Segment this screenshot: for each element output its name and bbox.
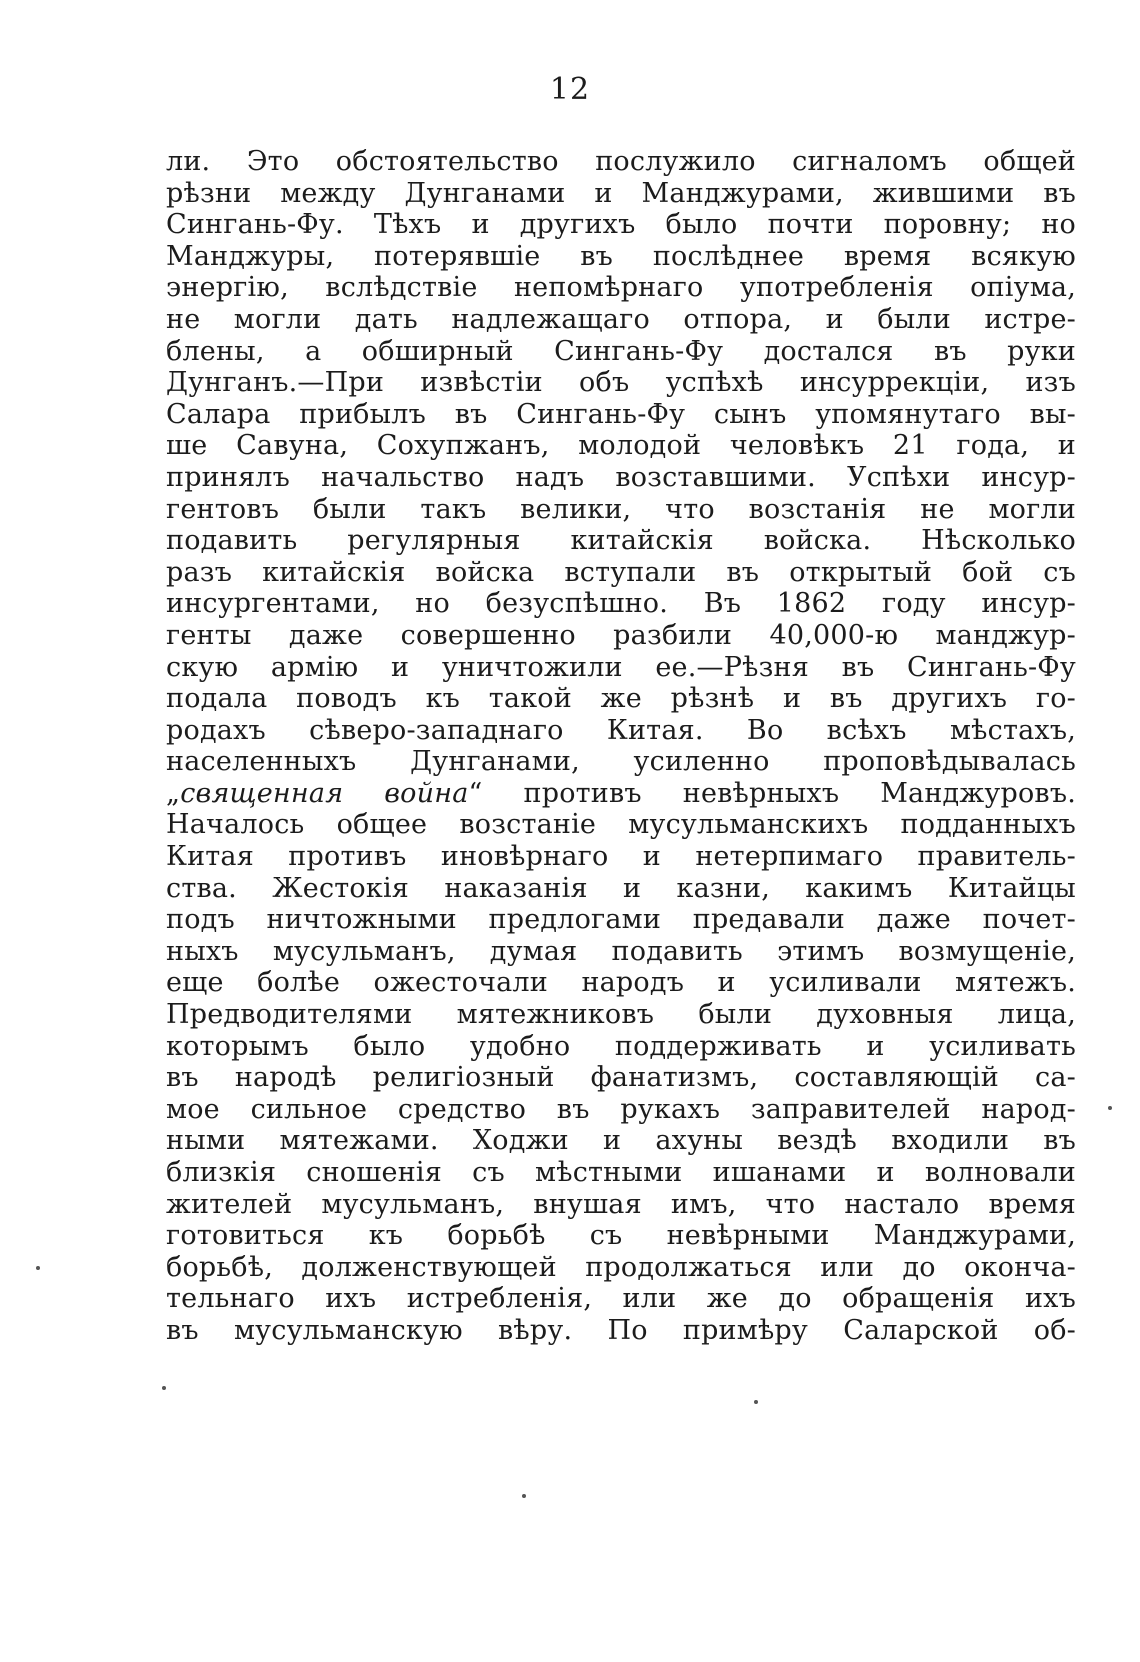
text-line: подъ ничтожными предлогами предавали даже почет- — [166, 904, 1076, 936]
text-line: подавить регулярныя китайскія войска. Нѣсколько — [166, 525, 1076, 557]
emphasized-phrase: священная война — [180, 777, 469, 809]
text-line: ства. Жестокія наказанія и казни, какимъ Китайцы — [166, 872, 1076, 904]
text-line: готовиться къ борьбѣ съ невѣрными Манджурами, — [166, 1220, 1076, 1252]
text-line: ныхъ мусульманъ, думая подавить этимъ возмущеніе, — [166, 935, 1076, 967]
text-line: родахъ сѣверо-западнаго Китая. Во всѣхъ мѣстахъ, — [166, 714, 1076, 746]
text-line: жителей мусульманъ, внушая имъ, что настало время — [166, 1188, 1076, 1220]
scan-speck — [1108, 1106, 1112, 1110]
text-line: скую армію и уничтожили ее.—Рѣзня въ Сингань-Фу — [166, 651, 1076, 683]
text-line: разъ китайскія войска вступали въ открытый бой съ — [166, 556, 1076, 588]
text-line: которымъ было удобно поддерживать и усиливать — [166, 1030, 1076, 1062]
text-line: ли. Это обстоятельство послужило сигналомъ общей — [166, 146, 1076, 177]
text-line: рѣзни между Дунганами и Манджурами, жившими въ — [166, 177, 1076, 209]
text-line: блены, а обширный Сингань-Фу достался въ руки — [166, 335, 1076, 367]
text-line: не могли дать надлежащаго отпора, и были истре- — [166, 303, 1076, 335]
text-line: еще болѣе ожесточали народъ и усиливали мятежъ. — [166, 967, 1076, 999]
text-line: Салара прибылъ въ Сингань-Фу сынъ упомянутаго вы- — [166, 398, 1076, 430]
scan-speck — [162, 1386, 166, 1390]
text-line: инсургентами, но безуспѣшно. Въ 1862 году инсур- — [166, 588, 1076, 620]
text-line: Китая противъ иновѣрнаго и нетерпимаго правитель- — [166, 841, 1076, 873]
text-line: генты даже совершенно разбили 40,000-ю манджур- — [166, 619, 1076, 651]
text-line-emphasis — [166, 778, 1076, 810]
scan-speck — [522, 1494, 526, 1498]
text-line: Предводителями мятежниковъ были духовныя лица, — [166, 999, 1076, 1031]
text-line: гентовъ были такъ велики, что возстанія не могли — [166, 493, 1076, 525]
text-line: тельнаго ихъ истребленія, или же до обращенія ихъ — [166, 1283, 1076, 1315]
page-number: 12 — [549, 72, 591, 107]
text-line: въ народѣ религіозный фанатизмъ, составляющій са- — [166, 1062, 1076, 1094]
line-continuation: “ противъ невѣрныхъ Манджуровъ. — [468, 777, 1076, 809]
text-line: близкія сношенія съ мѣстными ишанами и волновали — [166, 1157, 1076, 1188]
scan-speck — [36, 1266, 40, 1270]
body-text — [166, 146, 1076, 1347]
text-line: принялъ начальство надъ возставшими. Успѣхи инсур- — [166, 461, 1076, 493]
text-line: въ мусульманскую вѣру. По примѣру Саларской об- — [166, 1314, 1076, 1346]
open-quote: „ — [166, 777, 181, 809]
text-line: ными мятежами. Ходжи и ахуны вездѣ входили въ — [166, 1125, 1076, 1157]
text-line: Манджуры, потерявшіе въ послѣднее время всякую — [166, 240, 1076, 272]
text-line: Сингань-Фу. Тѣхъ и другихъ было почти поровну; но — [166, 209, 1076, 241]
text-line: Началось общее возстаніе мусульманскихъ подданныхъ — [166, 809, 1076, 841]
scan-speck — [754, 1400, 758, 1404]
text-line: Дунганъ.—При извѣстіи объ успѣхѣ инсуррекціи, изъ — [166, 367, 1076, 399]
text-line: мое сильное средство въ рукахъ заправителей народ- — [166, 1093, 1076, 1125]
text-line: населенныхъ Дунганами, усиленно проповѣдывалась — [166, 746, 1076, 778]
text-line: борьбѣ, долженствующей продолжаться или до оконча- — [166, 1251, 1076, 1283]
text-line: ше Савуна, Сохупжанъ, молодой человѣкъ 21 года, и — [166, 430, 1076, 462]
text-line: энергію, вслѣдствіе непомѣрнаго употребленія опіума, — [166, 272, 1076, 304]
text-line: подала поводъ къ такой же рѣзнѣ и въ другихъ го- — [166, 683, 1076, 715]
